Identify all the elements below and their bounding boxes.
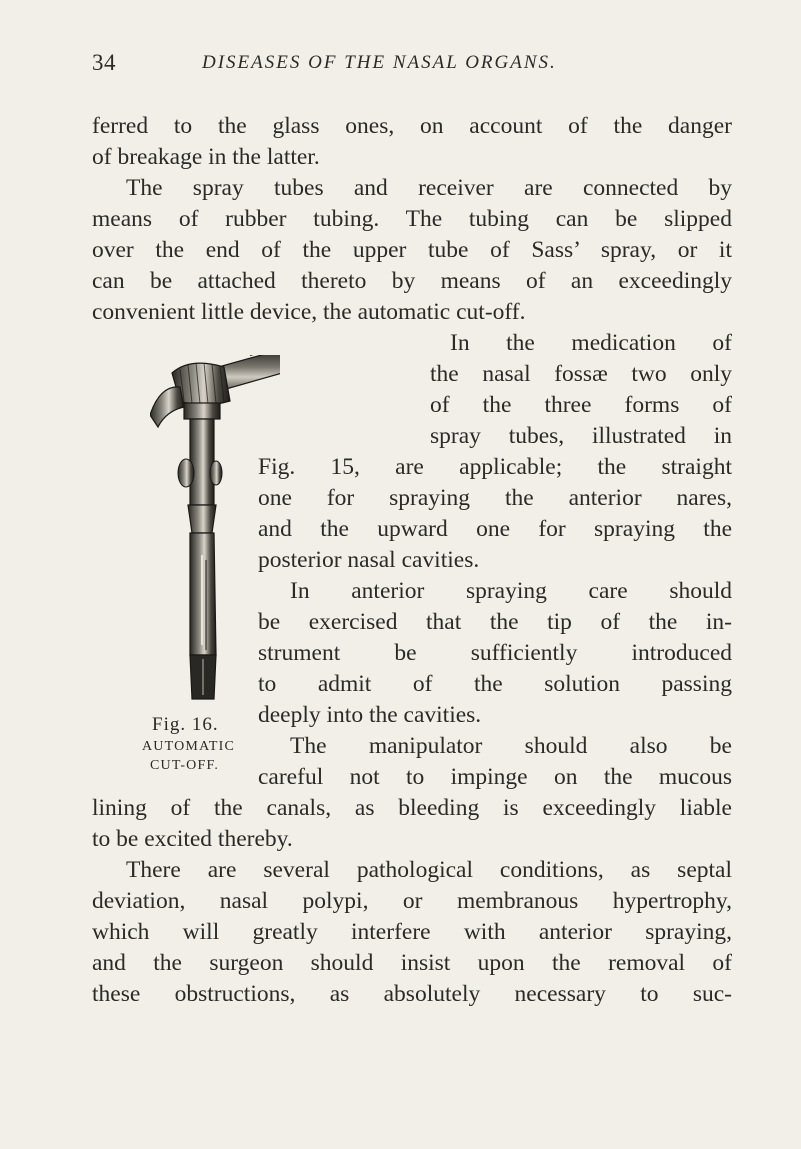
text-line: strument be sufficiently introduced <box>258 640 732 666</box>
figure-caption-line1: AUTOMATIC <box>142 739 235 754</box>
text-line: In the medication of <box>450 330 732 356</box>
text-line: spray tubes, illustrated in <box>430 423 732 449</box>
cut-off-engraving <box>150 355 280 715</box>
text-line: In anterior spraying care should <box>290 578 732 604</box>
text-line: and the upward one for spraying the <box>258 516 732 542</box>
text-line: of breakage in the latter. <box>92 144 320 170</box>
text-line: these obstructions, as absolutely necessary to suc- <box>92 981 732 1007</box>
text-line: deviation, nasal polypi, or membranous hypertrophy, <box>92 888 732 914</box>
text-line: means of rubber tubing. The tubing can be slipped <box>92 206 732 232</box>
text-line: The spray tubes and receiver are connected by <box>126 175 732 201</box>
text-line: to be excited thereby. <box>92 826 293 852</box>
automatic-cut-off-illustration <box>150 355 280 715</box>
text-line: deeply into the cavities. <box>258 702 482 728</box>
figure-caption-line2: CUT-OFF. <box>150 758 220 773</box>
text-line: convenient little device, the automatic cut-off. <box>92 299 526 325</box>
text-line: be exercised that the tip of the in- <box>258 609 732 635</box>
figure-number: Fig. 16. <box>152 714 219 735</box>
text-line: over the end of the upper tube of Sass’ spray, or it <box>92 237 732 263</box>
page-header <box>92 50 732 86</box>
text-line: can be attached thereto by means of an exceedingly <box>92 268 732 294</box>
text-line: one for spraying the anterior nares, <box>258 485 732 511</box>
text-line: There are several pathological conditions, as septal <box>126 857 732 883</box>
text-line: and the surgeon should insist upon the removal of <box>92 950 732 976</box>
text-line: careful not to impinge on the mucous <box>258 764 732 790</box>
text-line: the nasal fossæ two only <box>430 361 732 387</box>
text-line: which will greatly interfere with anterior spraying, <box>92 919 732 945</box>
text-line: ferred to the glass ones, on account of the danger <box>92 113 732 139</box>
text-line: lining of the canals, as bleeding is exceedingly liable <box>92 795 732 821</box>
page-number: 34 <box>92 50 116 75</box>
text-line: posterior nasal cavities. <box>258 547 480 573</box>
text-line: Fig. 15, are applicable; the straight <box>258 454 732 480</box>
running-head: DISEASES OF THE NASAL ORGANS. <box>202 52 557 73</box>
text-line: The manipulator should also be <box>290 733 732 759</box>
text-line: of the three forms of <box>430 392 732 418</box>
text-line: to admit of the solution passing <box>258 671 732 697</box>
